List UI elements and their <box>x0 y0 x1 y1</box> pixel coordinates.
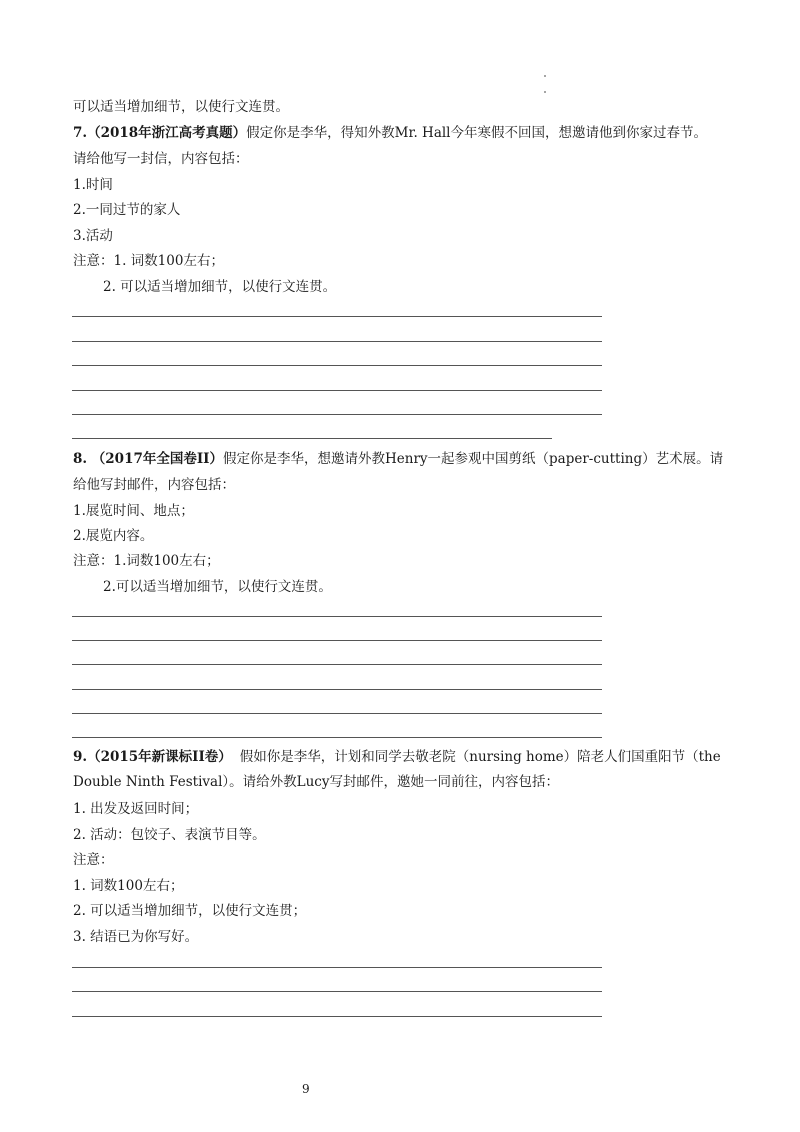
q7-prompt-line1 <box>73 124 707 142</box>
q7-item-1: 1.时间 <box>73 177 113 193</box>
page-number: 9 <box>302 1082 310 1096</box>
q7-prompt-line2: 请给他写一封信，内容包括： <box>73 151 249 167</box>
q8-prompt-text: 假定你是李华，想邀请外教Henry一起参观中国剪纸（paper-cutting）艺术展。请 <box>223 451 724 467</box>
q8-source: 8. （2017年全国卷II） <box>73 451 223 467</box>
answer-line[interactable] <box>72 414 602 415</box>
q8-item-2: 2.展览内容。 <box>73 528 154 544</box>
answer-line[interactable] <box>72 713 602 714</box>
stray-mark <box>544 91 546 93</box>
q8-note-line1: 注意：1.词数100左右； <box>73 553 220 569</box>
top-note: 可以适当增加细节，以使行文连贯。 <box>73 99 289 115</box>
q9-item-1: 1. 出发及返回时间； <box>73 801 199 817</box>
answer-line[interactable] <box>72 1016 602 1017</box>
q9-note-label: 注意： <box>73 852 114 868</box>
q8-note-line2: 2.可以适当增加细节，以使行文连贯。 <box>103 579 332 595</box>
q7-item-3: 3.活动 <box>73 228 113 244</box>
answer-line[interactable] <box>72 640 602 641</box>
q9-note-2: 2. 可以适当增加细节，以使行文连贯； <box>73 903 307 919</box>
q9-source: 9.（2015年新课标II卷） <box>73 749 232 765</box>
answer-line[interactable] <box>72 967 602 968</box>
answer-line[interactable] <box>72 390 602 391</box>
q8-item-1: 1.展览时间、地点； <box>73 503 194 519</box>
q9-item-2: 2. 活动：包饺子、表演节目等。 <box>73 827 266 843</box>
q8-prompt-line1 <box>73 450 723 468</box>
q7-note-line1: 注意：1. 词数100左右； <box>73 253 224 269</box>
q7-source: 7.（2018年浙江高考真题） <box>73 125 247 141</box>
q8-prompt-line2: 给他写封邮件，内容包括： <box>73 477 235 493</box>
answer-line[interactable] <box>72 438 552 439</box>
answer-line[interactable] <box>72 365 602 366</box>
q9-prompt-line2: Double Ninth Festival）。请给外教Lucy写封邮件，邀她一同前往，内容包括： <box>73 774 559 790</box>
q9-prompt-line1 <box>73 748 721 766</box>
answer-line[interactable] <box>72 341 602 342</box>
q9-note-3: 3. 结语已为你写好。 <box>73 929 199 945</box>
answer-line[interactable] <box>72 316 602 317</box>
answer-line[interactable] <box>72 616 602 617</box>
q9-prompt-text: 假如你是李华，计划和同学去敬老院（nursing home）陪老人们国重阳节（the <box>239 749 721 765</box>
stray-mark <box>544 75 546 77</box>
answer-line[interactable] <box>72 737 602 738</box>
q7-note-line2: 2. 可以适当增加细节，以使行文连贯。 <box>103 279 337 295</box>
q9-note-1: 1. 词数100左右； <box>73 878 184 894</box>
q7-prompt-text: 假定你是李华，得知外教Mr. Hall今年寒假不回国，想邀请他到你家过春节。 <box>246 125 708 141</box>
q7-item-2: 2.一同过节的家人 <box>73 202 181 218</box>
answer-line[interactable] <box>72 664 602 665</box>
answer-line[interactable] <box>72 991 602 992</box>
answer-line[interactable] <box>72 689 602 690</box>
